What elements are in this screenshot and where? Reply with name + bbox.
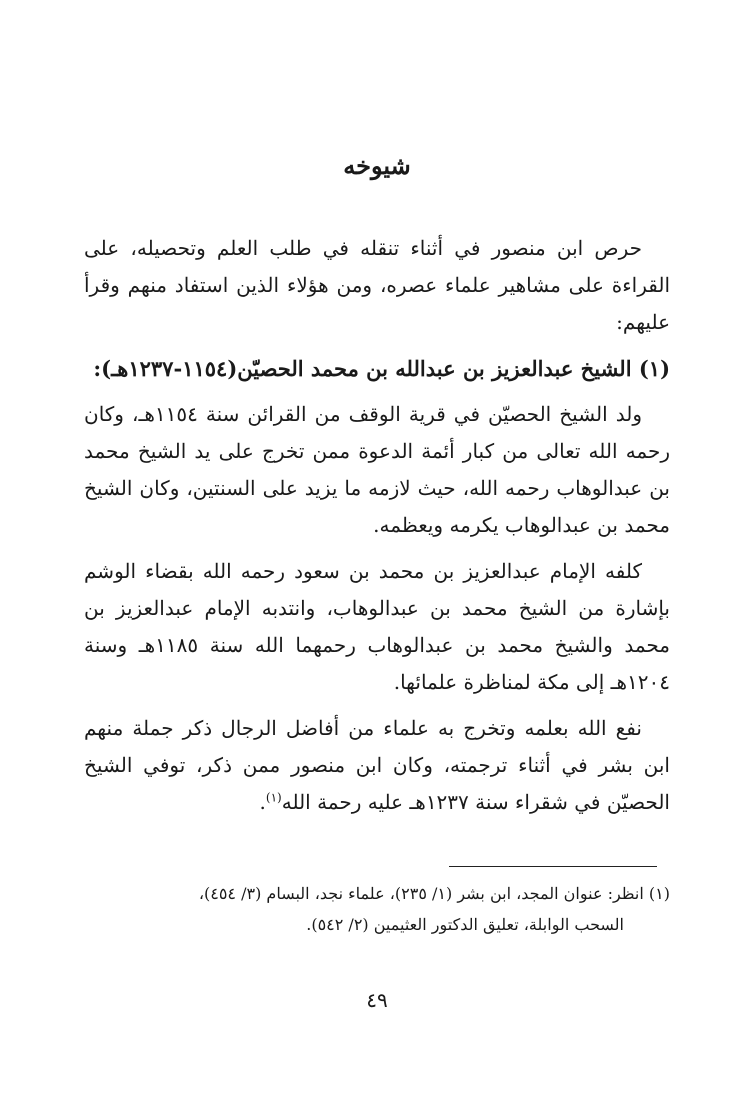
footnote-line-2: السحب الوابلة، تعليق الدكتور العثيمين (٢/ ٥٤٢). (306, 915, 624, 934)
page-number: ٤٩ (366, 988, 388, 1012)
paragraph-legacy-end: . (259, 790, 266, 814)
footnote-divider (449, 866, 657, 867)
section-heading: (١) الشيخ عبدالعزيز بن عبدالله بن محمد الحصيّن(١١٥٤-١٢٣٧هـ): (93, 356, 670, 381)
paragraph-legacy (84, 710, 670, 821)
main-text (84, 230, 670, 830)
footnote (80, 878, 670, 940)
paragraph-birth: ولد الشيخ الحصيّن في قرية الوقف من القرائن سنة ١١٥٤هـ، وكان رحمه الله تعالى من كبار أئمة الدعوة ممن تخرج على يد الشيخ محمد بن عبدالوهاب رحمه الله، حيث لازمه ما يزيد على السنتين، وكان الشيخ محمد بن عبدالوهاب يكرمه ويعظمه. (84, 402, 670, 537)
page-title: شيوخه (343, 151, 411, 180)
footnote-line-1: (١) انظر: عنوان المجد، ابن بشر (١/ ٢٣٥)، علماء نجد، البسام (٣/ ٤٥٤)، (198, 884, 670, 903)
paragraph-legacy-text: نفع الله بعلمه وتخرج به علماء من أفاضل الرجال ذكر جملة منهم ابن بشر في أثناء ترجمته، وكان ابن منصور ممن ذكر، توفي الشيخ الحصيّن في شقراء سنة ١٢٣٧هـ عليه رحمة الله (84, 716, 670, 814)
intro-paragraph: حرص ابن منصور في أثناء تنقله في طلب العلم وتحصيله، على القراءة على مشاهير علماء عصره، ومن هؤلاء الذين استفاد منهم وقرأ عليهم: (84, 236, 670, 334)
footnote-marker: (١) (265, 790, 282, 805)
paragraph-career: كلفه الإمام عبدالعزيز بن محمد بن سعود رحمه الله بقضاء الوشم بإشارة من الشيخ محمد بن عبدالوهاب، وانتدبه الإمام عبدالعزيز بن محمد والشيخ محمد بن عبدالوهاب رحمهما الله سنة ١١٨٥هـ وسنة ١٢٠٤هـ إلى مكة لمناظرة علمائها. (84, 559, 671, 694)
